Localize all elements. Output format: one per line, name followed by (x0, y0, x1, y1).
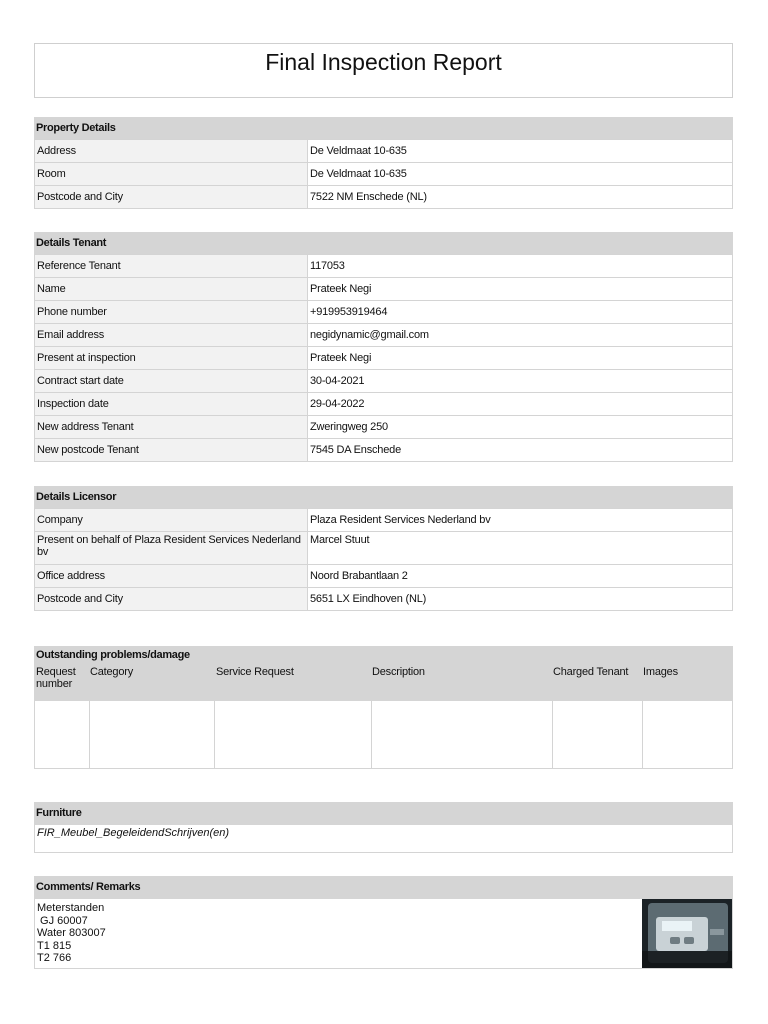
field-value: negidynamic@gmail.com (308, 324, 733, 347)
field-value: Plaza Resident Services Nederland bv (308, 509, 733, 532)
field-value: 7522 NM Enschede (NL) (308, 186, 733, 209)
table-row (35, 347, 733, 370)
field-value: 117053 (308, 255, 733, 278)
furniture-heading: Furniture (34, 802, 733, 825)
property-details-table (34, 139, 733, 209)
furniture-section (34, 802, 733, 853)
field-label: Phone number (35, 301, 308, 324)
table-cell (553, 701, 644, 768)
tenant-details-heading: Details Tenant (34, 232, 733, 254)
comments-heading: Comments/ Remarks (34, 876, 733, 899)
field-label: Name (35, 278, 308, 301)
comments-body (34, 899, 733, 969)
column-header-service-request: Service Request (216, 666, 294, 678)
table-cell (643, 701, 732, 768)
table-row (35, 186, 733, 209)
table-cell (372, 701, 552, 768)
outstanding-damage-section (34, 646, 733, 769)
field-label: Present on behalf of Plaza Resident Services Nederland bv (35, 532, 308, 565)
field-value: 29-04-2022 (308, 393, 733, 416)
meter-photo-thumbnail[interactable] (642, 899, 732, 968)
table-row (35, 301, 733, 324)
licensor-details-heading: Details Licensor (34, 486, 733, 508)
field-label: Company (35, 509, 308, 532)
field-value: De Veldmaat 10-635 (308, 140, 733, 163)
table-cell (90, 701, 216, 768)
meter-photo-image (642, 899, 732, 968)
field-label: Email address (35, 324, 308, 347)
field-value: De Veldmaat 10-635 (308, 163, 733, 186)
field-label: Postcode and City (35, 186, 308, 209)
column-headers (34, 666, 733, 690)
field-value: 5651 LX Eindhoven (NL) (308, 588, 733, 611)
field-label: Address (35, 140, 308, 163)
table-cell (215, 701, 372, 768)
field-label: Office address (35, 565, 308, 588)
outstanding-damage-empty-row (34, 701, 733, 769)
column-header-images: Images (643, 666, 678, 678)
field-value: Prateek Negi (308, 347, 733, 370)
licensor-details-table (34, 508, 733, 611)
field-value: Noord Brabantlaan 2 (308, 565, 733, 588)
column-header-charged-tenant: Charged Tenant (553, 666, 629, 678)
licensor-details-section (34, 486, 733, 611)
field-label: Reference Tenant (35, 255, 308, 278)
table-row (35, 532, 733, 565)
column-header-description: Description (372, 666, 425, 678)
field-label: New postcode Tenant (35, 439, 308, 462)
field-label: Postcode and City (35, 588, 308, 611)
field-label: New address Tenant (35, 416, 308, 439)
table-row (35, 324, 733, 347)
field-label: Inspection date (35, 393, 308, 416)
page-title: Final Inspection Report (265, 49, 502, 75)
field-label: Room (35, 163, 308, 186)
field-value: Marcel Stuut (308, 532, 733, 565)
field-value: Prateek Negi (308, 278, 733, 301)
field-value: Zweringweg 250 (308, 416, 733, 439)
field-label: Present at inspection (35, 347, 308, 370)
report-header (34, 43, 733, 98)
comments-text: Meterstanden GJ 60007 Water 803007 T1 815 T2 766 (37, 902, 106, 964)
property-details-heading: Property Details (34, 117, 733, 139)
table-row (35, 163, 733, 186)
table-row (35, 393, 733, 416)
table-row (35, 370, 733, 393)
table-row (35, 565, 733, 588)
table-row (35, 416, 733, 439)
table-row (35, 509, 733, 532)
field-value: 7545 DA Enschede (308, 439, 733, 462)
column-header-request-number: Request number (36, 666, 76, 690)
field-label: Contract start date (35, 370, 308, 393)
field-value: 30-04-2021 (308, 370, 733, 393)
outstanding-damage-header (34, 646, 733, 701)
field-value: +919953919464 (308, 301, 733, 324)
table-row (35, 255, 733, 278)
furniture-document-name: FIR_Meubel_BegeleidendSchrijven(en) (34, 825, 733, 853)
property-details-section (34, 117, 733, 209)
table-cell (35, 701, 90, 768)
column-header-category: Category (90, 666, 134, 678)
table-row (35, 278, 733, 301)
tenant-details-section (34, 232, 733, 462)
table-row (35, 140, 733, 163)
comments-section (34, 876, 733, 969)
tenant-details-table (34, 254, 733, 462)
table-row (35, 439, 733, 462)
outstanding-damage-heading: Outstanding problems/damage (36, 649, 190, 661)
table-row (35, 588, 733, 611)
